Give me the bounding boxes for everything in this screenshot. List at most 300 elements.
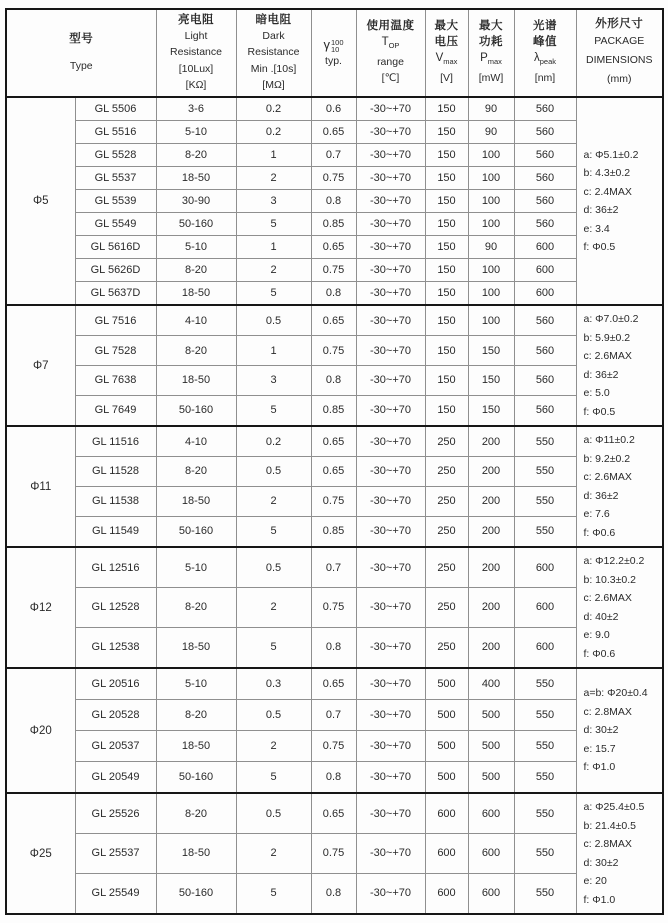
header-peak-wavelength: 光谱 峰值 $\lambda_{peak}$ [nm]: [514, 9, 576, 97]
dimension-line: a: Φ11±0.2: [583, 434, 635, 446]
dimension-line: a=b: Φ20±0.4: [583, 687, 648, 700]
temp-range-cell: -30~+70: [356, 305, 425, 336]
max-voltage-cell: 250: [425, 486, 468, 516]
model-cell: GL 12516: [75, 547, 156, 588]
table-row: [6, 486, 663, 516]
temp-range-cell: -30~+70: [356, 516, 425, 547]
model-cell: GL 20528: [75, 700, 156, 731]
model-cell: GL 7638: [75, 365, 156, 395]
light-resistance-cell: 5-10: [156, 236, 236, 259]
dimension-line: b: 5.9±0.2: [583, 331, 631, 344]
max-power-cell: 90: [468, 97, 514, 121]
max-power-cell: 100: [468, 282, 514, 306]
header-type-en: Type: [69, 59, 93, 72]
temp-range-cell: -30~+70: [356, 873, 425, 914]
peak-wavelength-cell: 560: [514, 144, 576, 167]
dimension-line: d: 40±2: [583, 610, 619, 623]
dimension-line: e: 5.0: [583, 387, 610, 399]
model-cell: GL 20549: [75, 762, 156, 794]
group-label: Φ7: [6, 305, 75, 426]
gamma-cell: 0.85: [311, 213, 356, 236]
gamma-cell: 0.8: [311, 762, 356, 794]
temp-range-cell: -30~+70: [356, 834, 425, 874]
temp-range-cell: -30~+70: [356, 668, 425, 700]
dimension-line: a: Φ7.0±0.2: [583, 313, 639, 325]
peak-wavelength-cell: 600: [514, 547, 576, 588]
peak-wavelength-cell: 600: [514, 259, 576, 282]
model-cell: GL 11538: [75, 486, 156, 516]
gamma-cell: 0.65: [311, 793, 356, 834]
light-resistance-cell: 18-50: [156, 167, 236, 190]
peak-wavelength-cell: 560: [514, 167, 576, 190]
group-label: Φ20: [6, 668, 75, 793]
light-resistance-cell: 8-20: [156, 793, 236, 834]
gamma-cell: 0.8: [311, 190, 356, 213]
table-row: [6, 627, 663, 668]
peak-wavelength-cell: 560: [514, 213, 576, 236]
max-voltage-cell: 500: [425, 731, 468, 762]
model-cell: GL 5539: [75, 190, 156, 213]
gamma-cell: 0.65: [311, 236, 356, 259]
max-voltage-cell: 500: [425, 668, 468, 700]
temp-range-cell: -30~+70: [356, 236, 425, 259]
light-resistance-cell: 4-10: [156, 305, 236, 336]
dark-resistance-cell: 5: [236, 516, 311, 547]
dimension-line: f: Φ1.0: [583, 893, 616, 906]
dark-resistance-cell: 5: [236, 395, 311, 426]
dimension-line: c: 2.6MAX: [583, 592, 632, 604]
table-row: [6, 144, 663, 167]
max-power-cell: 200: [468, 627, 514, 668]
table-row: [6, 365, 663, 395]
peak-wavelength-cell: 550: [514, 731, 576, 762]
table-row: [6, 167, 663, 190]
dimension-line: e: 20: [583, 875, 607, 887]
temp-range-cell: -30~+70: [356, 365, 425, 395]
temp-range-cell: -30~+70: [356, 588, 425, 628]
max-power-cell: 200: [468, 588, 514, 628]
max-power-cell: 100: [468, 305, 514, 336]
temp-range-cell: -30~+70: [356, 426, 425, 457]
temp-range-cell: -30~+70: [356, 627, 425, 668]
dark-resistance-cell: 0.5: [236, 700, 311, 731]
dimension-line: c: 2.4MAX: [583, 185, 632, 198]
peak-wavelength-cell: 560: [514, 97, 576, 121]
dimension-line: f: Φ1.0: [583, 761, 616, 774]
dimension-line: c: 2.8MAX: [583, 838, 632, 850]
max-voltage-cell: 600: [425, 793, 468, 834]
model-cell: GL 11516: [75, 426, 156, 457]
header-type: [6, 9, 156, 97]
dark-resistance-cell: 0.5: [236, 305, 311, 336]
temp-range-cell: -30~+70: [356, 395, 425, 426]
gamma-cell: 0.75: [311, 259, 356, 282]
package-dimensions-cell: [576, 793, 663, 914]
temp-range-cell: -30~+70: [356, 190, 425, 213]
table-row: [6, 700, 663, 731]
peak-wavelength-cell: 550: [514, 668, 576, 700]
gamma-cell: 0.75: [311, 588, 356, 628]
temp-range-cell: -30~+70: [356, 144, 425, 167]
peak-wavelength-cell: 600: [514, 588, 576, 628]
light-resistance-cell: 50-160: [156, 873, 236, 914]
temp-range-cell: -30~+70: [356, 336, 425, 366]
model-cell: GL 20537: [75, 731, 156, 762]
dimension-line: e: 9.0: [583, 629, 610, 641]
max-voltage-cell: 600: [425, 834, 468, 874]
light-resistance-cell: 5-10: [156, 547, 236, 588]
model-cell: GL 11549: [75, 516, 156, 547]
gamma-cell: 0.65: [311, 457, 356, 487]
dimension-line: b: 21.4±0.5: [583, 819, 636, 832]
peak-wavelength-cell: 560: [514, 121, 576, 144]
max-voltage-cell: 250: [425, 426, 468, 457]
light-resistance-cell: 8-20: [156, 259, 236, 282]
dark-resistance-cell: 2: [236, 167, 311, 190]
max-voltage-cell: 150: [425, 121, 468, 144]
peak-wavelength-cell: 560: [514, 190, 576, 213]
group-label: Φ12: [6, 547, 75, 668]
peak-wavelength-cell: 550: [514, 426, 576, 457]
dark-resistance-cell: 5: [236, 762, 311, 794]
max-power-cell: 100: [468, 167, 514, 190]
table-row: [6, 395, 663, 426]
table-row: [6, 457, 663, 487]
dimension-line: d: 36±2: [583, 368, 619, 381]
temp-range-cell: -30~+70: [356, 259, 425, 282]
max-voltage-cell: 250: [425, 547, 468, 588]
light-resistance-cell: 8-20: [156, 144, 236, 167]
max-voltage-cell: 500: [425, 700, 468, 731]
dimension-line: b: 4.3±0.2: [583, 167, 631, 179]
max-power-cell: 90: [468, 236, 514, 259]
dimension-line: c: 2.6MAX: [583, 471, 632, 483]
dark-resistance-cell: 2: [236, 486, 311, 516]
temp-range-cell: -30~+70: [356, 457, 425, 487]
table-row: [6, 213, 663, 236]
header-max-voltage: 最大 电压 $V_{max}$ [V]: [425, 9, 468, 97]
table-row: [6, 793, 663, 834]
light-resistance-cell: 8-20: [156, 457, 236, 487]
light-resistance-cell: 18-50: [156, 486, 236, 516]
dimension-line: a: Φ5.1±0.2: [583, 148, 639, 161]
light-resistance-cell: 50-160: [156, 516, 236, 547]
table-row: [6, 731, 663, 762]
temp-range-cell: -30~+70: [356, 121, 425, 144]
table-row: [6, 762, 663, 794]
max-power-cell: 600: [468, 834, 514, 874]
dimension-line: f: Φ0.5: [583, 405, 616, 418]
max-voltage-cell: 150: [425, 167, 468, 190]
dark-resistance-cell: 0.2: [236, 121, 311, 144]
dark-resistance-cell: 1: [236, 236, 311, 259]
dark-resistance-cell: 2: [236, 588, 311, 628]
max-voltage-cell: 500: [425, 762, 468, 794]
model-cell: GL 7528: [75, 336, 156, 366]
temp-range-cell: -30~+70: [356, 97, 425, 121]
header-package-dimensions: 外形尺寸 PACKAGE DIMENSIONS (mm): [576, 9, 663, 97]
temp-range-cell: -30~+70: [356, 700, 425, 731]
gamma-cell: 0.75: [311, 167, 356, 190]
header-dark-resistance: 暗电阻 Dark Resistance Min .[10s] [MΩ]: [236, 9, 311, 97]
light-resistance-cell: 8-20: [156, 588, 236, 628]
table-row: [6, 516, 663, 547]
dimension-line: d: 36±2: [583, 204, 619, 216]
gamma-cell: 0.75: [311, 486, 356, 516]
gamma-cell: 0.75: [311, 336, 356, 366]
dark-resistance-cell: 1: [236, 336, 311, 366]
table-row: [6, 834, 663, 874]
max-power-cell: 500: [468, 762, 514, 794]
package-dimensions-cell: [576, 668, 663, 793]
max-power-cell: 100: [468, 213, 514, 236]
max-power-cell: 400: [468, 668, 514, 700]
dark-resistance-cell: 2: [236, 259, 311, 282]
model-cell: GL 25549: [75, 873, 156, 914]
model-cell: GL 11528: [75, 457, 156, 487]
model-cell: GL 12538: [75, 627, 156, 668]
dimension-line: e: 15.7: [583, 742, 616, 755]
max-power-cell: 100: [468, 190, 514, 213]
max-voltage-cell: 150: [425, 365, 468, 395]
max-power-cell: 200: [468, 426, 514, 457]
peak-wavelength-cell: 550: [514, 762, 576, 794]
light-resistance-cell: 4-10: [156, 426, 236, 457]
gamma-cell: 0.75: [311, 731, 356, 762]
max-voltage-cell: 150: [425, 144, 468, 167]
model-cell: GL 12528: [75, 588, 156, 628]
light-resistance-cell: 18-50: [156, 627, 236, 668]
dark-resistance-cell: 2: [236, 731, 311, 762]
package-dimensions-cell: [576, 426, 663, 547]
light-resistance-cell: 30-90: [156, 190, 236, 213]
temp-range-cell: -30~+70: [356, 731, 425, 762]
light-resistance-cell: 50-160: [156, 213, 236, 236]
gamma-cell: 0.8: [311, 873, 356, 914]
max-voltage-cell: 150: [425, 282, 468, 306]
max-power-cell: 500: [468, 731, 514, 762]
package-dimensions-cell: [576, 97, 663, 305]
gamma-cell: 0.65: [311, 426, 356, 457]
peak-wavelength-cell: 550: [514, 873, 576, 914]
temp-range-cell: -30~+70: [356, 547, 425, 588]
peak-wavelength-cell: 560: [514, 336, 576, 366]
max-voltage-cell: 150: [425, 395, 468, 426]
header-light-resistance: 亮电阻 Light Resistance [10Lux] [KΩ]: [156, 9, 236, 97]
dimension-line: e: 3.4: [583, 222, 610, 235]
max-voltage-cell: 250: [425, 588, 468, 628]
gamma-cell: 0.7: [311, 700, 356, 731]
max-voltage-cell: 600: [425, 873, 468, 914]
light-resistance-cell: 3-6: [156, 97, 236, 121]
max-power-cell: 200: [468, 547, 514, 588]
max-voltage-cell: 150: [425, 259, 468, 282]
max-voltage-cell: 250: [425, 627, 468, 668]
header-max-power: 最大 功耗 $P_{max}$ [mW]: [468, 9, 514, 97]
dark-resistance-cell: 0.2: [236, 426, 311, 457]
dimension-line: a: Φ12.2±0.2: [583, 555, 645, 567]
dimension-line: c: 2.8MAX: [583, 705, 632, 718]
package-dimensions-cell: [576, 305, 663, 426]
table-row: [6, 121, 663, 144]
dimension-line: f: Φ0.6: [583, 526, 616, 539]
gamma-cell: 0.75: [311, 834, 356, 874]
max-voltage-cell: 150: [425, 236, 468, 259]
dimension-line: c: 2.6MAX: [583, 350, 632, 362]
table-header: [6, 9, 663, 97]
peak-wavelength-cell: 560: [514, 395, 576, 426]
dimension-line: f: Φ0.6: [583, 647, 616, 660]
dark-resistance-cell: 0.5: [236, 547, 311, 588]
table-row: [6, 336, 663, 366]
table-row: [6, 668, 663, 700]
max-power-cell: 100: [468, 259, 514, 282]
gamma-cell: 0.85: [311, 395, 356, 426]
max-power-cell: 150: [468, 336, 514, 366]
peak-wavelength-cell: 550: [514, 700, 576, 731]
gamma-cell: 0.8: [311, 282, 356, 306]
light-resistance-cell: 18-50: [156, 731, 236, 762]
peak-wavelength-cell: 550: [514, 834, 576, 874]
light-resistance-cell: 50-160: [156, 395, 236, 426]
light-resistance-cell: 18-50: [156, 834, 236, 874]
group-label: Φ5: [6, 97, 75, 305]
peak-wavelength-cell: 550: [514, 516, 576, 547]
model-cell: GL 25526: [75, 793, 156, 834]
max-voltage-cell: 150: [425, 190, 468, 213]
dark-resistance-cell: 5: [236, 873, 311, 914]
temp-range-cell: -30~+70: [356, 213, 425, 236]
max-voltage-cell: 150: [425, 213, 468, 236]
gamma-cell: 0.65: [311, 121, 356, 144]
light-resistance-cell: 8-20: [156, 700, 236, 731]
model-cell: GL 5528: [75, 144, 156, 167]
max-power-cell: 150: [468, 365, 514, 395]
max-power-cell: 200: [468, 486, 514, 516]
model-cell: GL 7649: [75, 395, 156, 426]
spec-table: [5, 8, 664, 915]
peak-wavelength-cell: 560: [514, 305, 576, 336]
dark-resistance-cell: 0.3: [236, 668, 311, 700]
gamma-cell: 0.6: [311, 97, 356, 121]
model-cell: GL 5506: [75, 97, 156, 121]
dark-resistance-cell: 2: [236, 834, 311, 874]
dimension-line: f: Φ0.5: [583, 241, 616, 253]
dark-resistance-cell: 0.5: [236, 793, 311, 834]
table-row: [6, 97, 663, 121]
model-cell: GL 25537: [75, 834, 156, 874]
table-row: [6, 305, 663, 336]
header-type-zh: 型号: [69, 32, 94, 45]
peak-wavelength-cell: 600: [514, 282, 576, 306]
dimension-line: e: 7.6: [583, 508, 610, 520]
max-voltage-cell: 250: [425, 457, 468, 487]
max-power-cell: 500: [468, 700, 514, 731]
gamma-cell: 0.65: [311, 305, 356, 336]
light-resistance-cell: 50-160: [156, 762, 236, 794]
max-power-cell: 100: [468, 144, 514, 167]
dimension-line: d: 30±2: [583, 856, 619, 869]
peak-wavelength-cell: 560: [514, 365, 576, 395]
group-label: Φ25: [6, 793, 75, 914]
header-gamma: γ 100 10 typ.: [311, 9, 356, 97]
gamma-symbol: γ: [323, 36, 330, 52]
gamma-cell: 0.8: [311, 627, 356, 668]
dark-resistance-cell: 5: [236, 213, 311, 236]
max-power-cell: 150: [468, 395, 514, 426]
package-dimensions-cell: [576, 547, 663, 668]
temp-range-cell: -30~+70: [356, 793, 425, 834]
temp-range-cell: -30~+70: [356, 486, 425, 516]
gamma-cell: 0.7: [311, 144, 356, 167]
table-row: [6, 259, 663, 282]
dimension-line: b: 9.2±0.2: [583, 452, 631, 465]
dark-resistance-cell: 3: [236, 190, 311, 213]
table-row: [6, 190, 663, 213]
dimension-line: d: 36±2: [583, 489, 619, 502]
group-label: Φ11: [6, 426, 75, 547]
max-voltage-cell: 150: [425, 97, 468, 121]
table-row: [6, 588, 663, 628]
header-operating-temp: 使用温度 $T_{OP}$ range [℃]: [356, 9, 425, 97]
max-voltage-cell: 250: [425, 516, 468, 547]
model-cell: GL 5549: [75, 213, 156, 236]
table-row: [6, 426, 663, 457]
max-power-cell: 90: [468, 121, 514, 144]
table-row: [6, 282, 663, 306]
temp-range-cell: -30~+70: [356, 762, 425, 794]
max-power-cell: 200: [468, 516, 514, 547]
temp-range-cell: -30~+70: [356, 282, 425, 306]
gamma-cell: 0.65: [311, 668, 356, 700]
peak-wavelength-cell: 550: [514, 457, 576, 487]
model-cell: GL 7516: [75, 305, 156, 336]
model-cell: GL 5626D: [75, 259, 156, 282]
peak-wavelength-cell: 550: [514, 793, 576, 834]
max-power-cell: 600: [468, 793, 514, 834]
dark-resistance-cell: 1: [236, 144, 311, 167]
dimension-line: d: 30±2: [583, 724, 619, 737]
table-row: [6, 547, 663, 588]
dimension-line: b: 10.3±0.2: [583, 573, 636, 586]
peak-wavelength-cell: 600: [514, 236, 576, 259]
gamma-cell: 0.8: [311, 365, 356, 395]
dark-resistance-cell: 0.2: [236, 97, 311, 121]
model-cell: GL 20516: [75, 668, 156, 700]
light-resistance-cell: 18-50: [156, 365, 236, 395]
model-cell: GL 5537: [75, 167, 156, 190]
light-resistance-cell: 5-10: [156, 668, 236, 700]
gamma-cell: 0.7: [311, 547, 356, 588]
light-resistance-cell: 18-50: [156, 282, 236, 306]
model-cell: GL 5516: [75, 121, 156, 144]
table-body: [6, 97, 663, 914]
max-voltage-cell: 150: [425, 336, 468, 366]
max-voltage-cell: 150: [425, 305, 468, 336]
dark-resistance-cell: 5: [236, 282, 311, 306]
dark-resistance-cell: 5: [236, 627, 311, 668]
peak-wavelength-cell: 550: [514, 486, 576, 516]
peak-wavelength-cell: 600: [514, 627, 576, 668]
temp-range-cell: -30~+70: [356, 167, 425, 190]
dark-resistance-cell: 0.5: [236, 457, 311, 487]
max-power-cell: 600: [468, 873, 514, 914]
table-row: [6, 236, 663, 259]
dimension-line: a: Φ25.4±0.5: [583, 801, 645, 813]
model-cell: GL 5616D: [75, 236, 156, 259]
gamma-cell: 0.85: [311, 516, 356, 547]
dark-resistance-cell: 3: [236, 365, 311, 395]
